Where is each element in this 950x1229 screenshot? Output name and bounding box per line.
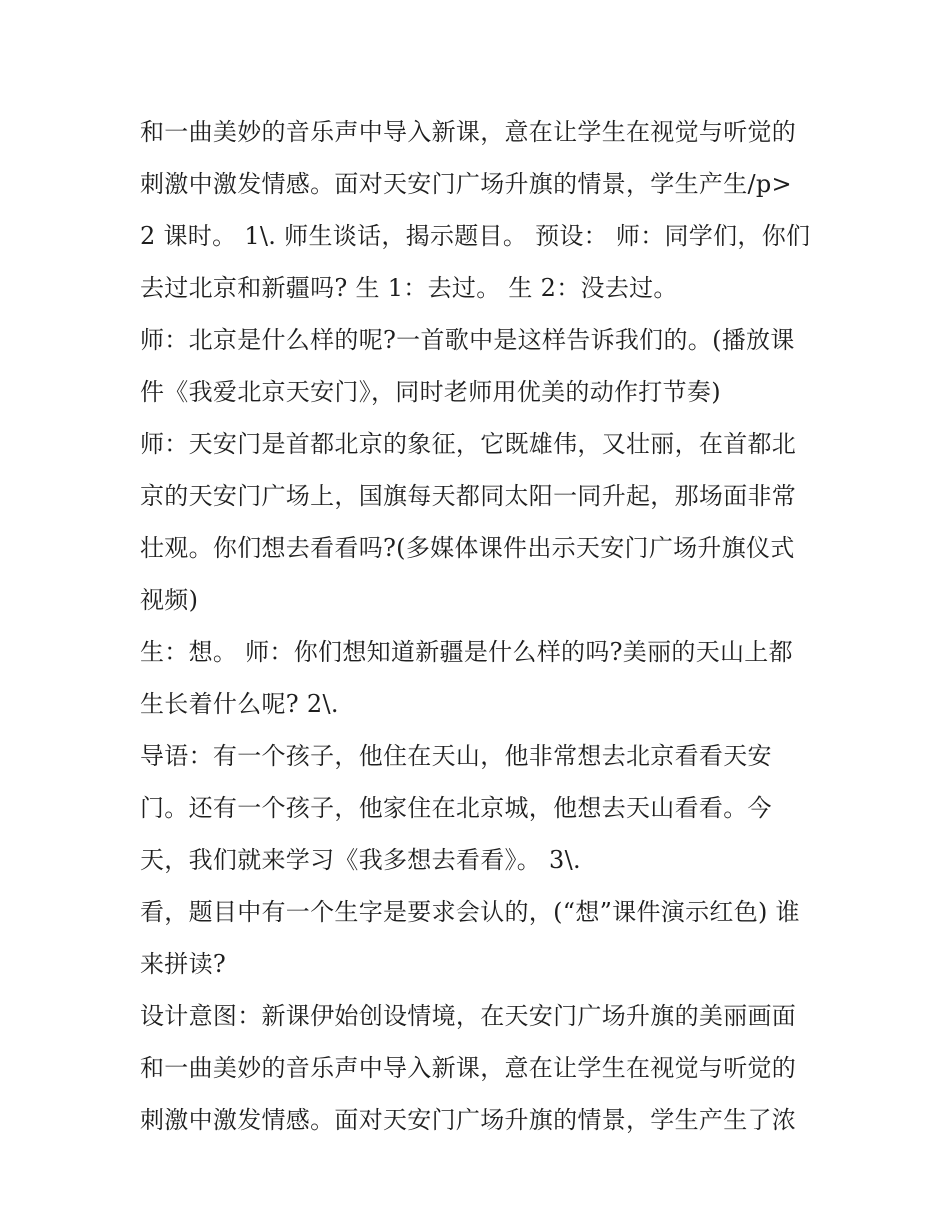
text-line: 导语：有一个孩子，他住在天山，他非常想去北京看看天安 [140, 742, 772, 770]
text-line: 壮观。你们想去看看吗?(多媒体课件出示天安门广场升旗仪式 [140, 534, 795, 562]
text-line: 京的天安门广场上，国旗每天都同太阳一同升起，那场面非常 [140, 482, 797, 510]
text-line: 生：想。 师：你们想知道新疆是什么样的吗?美丽的天山上都 [140, 638, 793, 666]
text-line: 门。还有一个孩子，他家住在北京城，他想去天山看看。今 [140, 794, 772, 822]
text-line: 师：北京是什么样的呢?一首歌中是这样告诉我们的。(播放课 [140, 326, 795, 354]
text-line: 和一曲美妙的音乐声中导入新课，意在让学生在视觉与听觉的 [140, 1054, 797, 1082]
text-line: 件《我爱北京天安门》，同时老师用优美的动作打节奏) [140, 378, 721, 406]
text-line: 去过北京和新疆吗? 生 1：去过。 生 2：没去过。 [140, 274, 678, 302]
text-line: 视频) [140, 586, 199, 614]
text-line: 看，题目中有一个生字是要求会认的，(“想”课件演示红色) 谁 [140, 898, 800, 926]
text-line: 刺激中激发情感。面对天安门广场升旗的情景，学生产生了浓 [140, 1106, 797, 1134]
document-body [140, 106, 820, 1146]
text-line: 设计意图：新课伊始创设情境，在天安门广场升旗的美丽画面 [140, 1002, 797, 1030]
text-line: 生长着什么呢? 2\. [140, 690, 339, 718]
text-line: 师：天安门是首都北京的象征，它既雄伟，又壮丽，在首都北 [140, 430, 797, 458]
text-line: 刺激中激发情感。面对天安门广场升旗的情景，学生产生/p> [140, 170, 792, 198]
text-line: 来拼读? [140, 950, 227, 978]
text-line: 2 课时。 1\. 师生谈话，揭示题目。 预设： 师：同学们，你们 [140, 222, 811, 250]
text-line: 和一曲美妙的音乐声中导入新课，意在让学生在视觉与听觉的 [140, 118, 797, 146]
text-line: 天，我们就来学习《我多想去看看》。 3\. [140, 846, 581, 874]
